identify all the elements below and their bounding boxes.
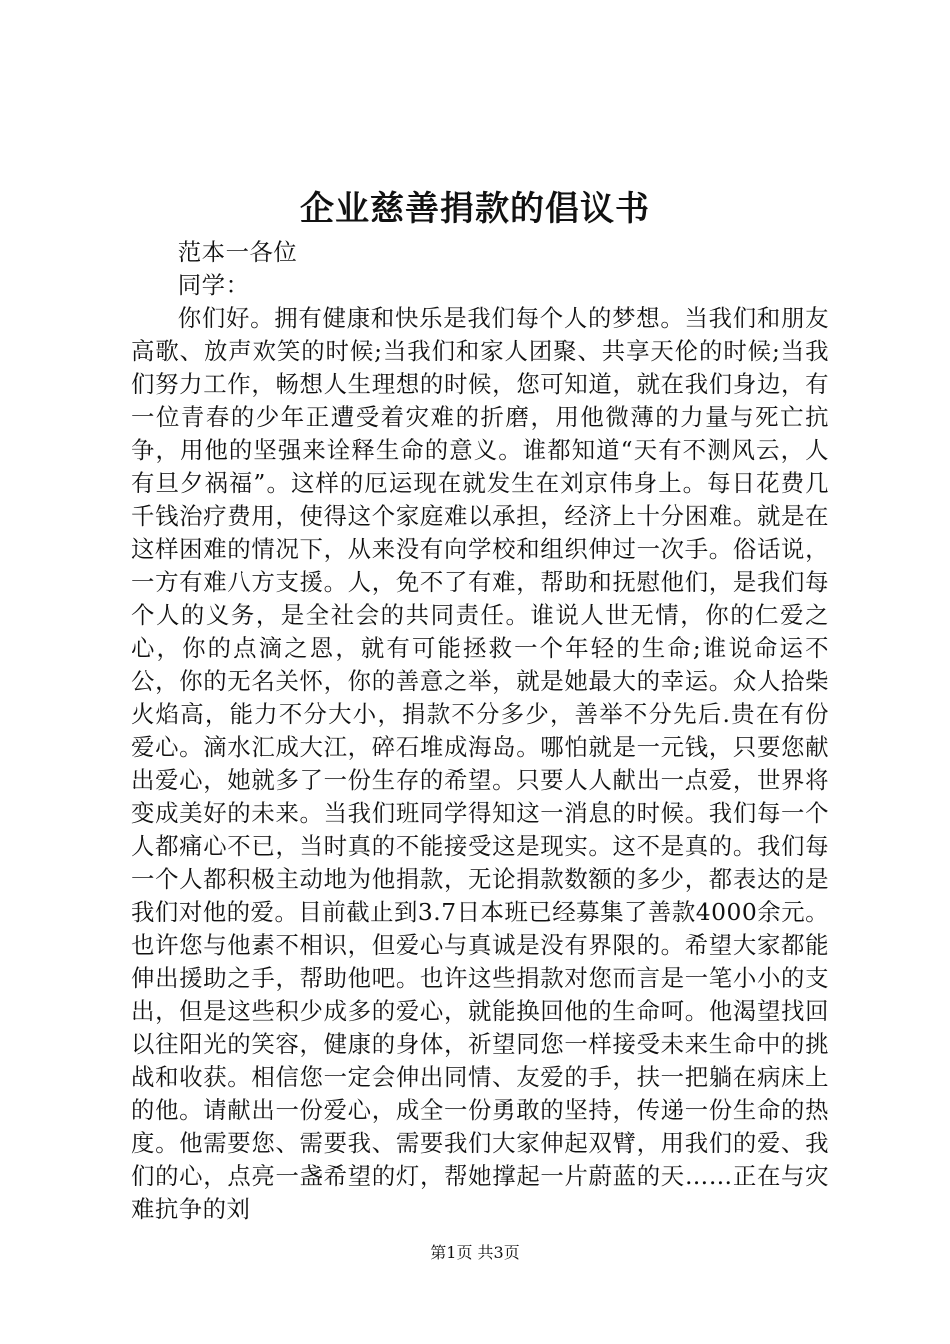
salutation-line-2: 同学： xyxy=(177,271,250,299)
salutation-line-1: 范本一各位 xyxy=(177,238,298,266)
document-title: 企业慈善捐款的倡议书 xyxy=(300,189,650,229)
document-body xyxy=(131,236,829,1226)
page-footer: 第1页 共3页 xyxy=(430,1243,520,1262)
body-paragraph: 你们好。拥有健康和快乐是我们每个人的梦想。当我们和朋友高歌、放声欢笑的时候;当我们和家人团聚、共享天伦的时候;当我们努力工作，畅想人生理想的时候，您可知道，就在我们身边，有一位青春的少年正遭受着灾难的折磨，用他微薄的力量与死亡抗争，用他的坚强来诠释生命的意义。谁都知道“天有不测风云，人有旦夕祸福”。这样的厄运现在就发生在刘京伟身上。每日花费几千钱治疗费用，使得这个家庭难以承担，经济上十分困难。就是在这样困难的情况下，从来没有向学校和组织伸过一次手。俗话说，一方有难八方支援。人，免不了有难，帮助和抚慰他们，是我们每个人的义务，是全社会的共同责任。谁说人世无情，你的仁爱之心，你的点滴之恩，就有可能拯救一个年轻的生命;谁说命运不公，你的无名关怀，你的善意之举，就是她最大的幸运。众人拾柴火焰高，能力不分大小，捐款不分多少，善举不分先后.贵在有份爱心。滴水汇成大江，碎石堆成海岛。哪怕就是一元钱，只要您献出爱心，她就多了一份生存的希望。只要人人献出一点爱，世界将变成美好的未来。当我们班同学得知这一消息的时候。我们每一个人都痛心不已，当时真的不能接受这是现实。这不是真的。我们每一个人都积极主动地为他捐款，无论捐款数额的多少，都表达的是我们对他的爱。目前截止到3.7日本班已经募集了善款4000余元。也许您与他素不相识，但爱心与真诚是没有界限的。希望大家都能伸出援助之手，帮助他吧。也许这些捐款对您而言是一笔小小的支出，但是这些积少成多的爱心，就能换回他的生命呵。他渴望找回以往阳光的笑容，健康的身体，祈望同您一样接受未来生命中的挑战和收获。相信您一定会伸出同情、友爱的手，扶一把躺在病床上的他。请献出一份爱心，成全一份勇敢的坚持，传递一份生命的热度。他需要您、需要我、需要我们大家伸起双臂，用我们的爱、我们的心，点亮一盏希望的灯，帮她撑起一片蔚蓝的天……正在与灾难抗争的刘 xyxy=(131,304,829,1223)
